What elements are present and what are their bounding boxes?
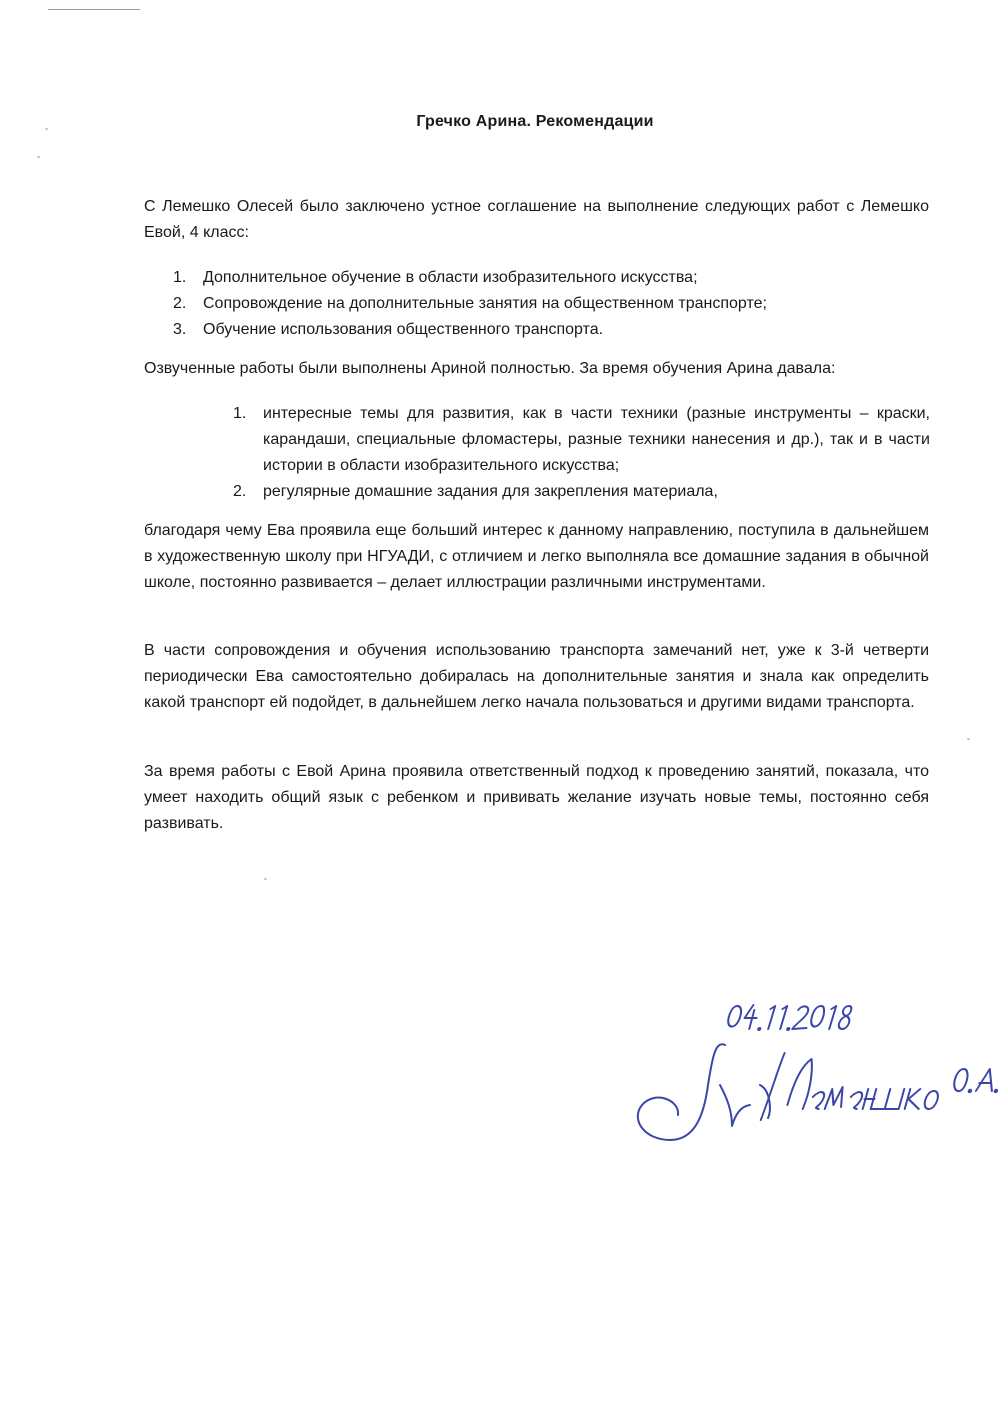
list-item-number: 2. — [233, 483, 247, 500]
list-item — [173, 317, 893, 343]
document-title: Гречко Арина. Рекомендации — [416, 113, 654, 130]
list-item-text: Сопровождение на дополнительные занятия на общественном транспорте; — [203, 295, 767, 312]
list-item-number: 2. — [173, 295, 187, 312]
scan-speck — [264, 878, 267, 880]
list-item-text: регулярные домашние задания для закрепления материала, — [263, 483, 718, 500]
results-intro-paragraph: Озвученные работы были выполнены Ариной полностью. За время обучения Арина давала: — [144, 360, 836, 377]
scan-edge-mark — [48, 9, 140, 10]
handwritten-date — [726, 1005, 853, 1030]
list-item — [233, 479, 930, 505]
list-item — [173, 291, 893, 317]
list-item-number: 1. — [173, 269, 187, 286]
outcome-paragraph: благодаря чему Ева проявила еще больший интерес к данному направлению, поступила в дальнейшем в художественную школу при НГУАДИ, с отличием и легко выполняла все домашние задания в обычной школе, постоянно развивается – делает иллюстрации различными инструментами. — [144, 522, 929, 591]
list-item-text: интересные темы для развития, как в части техники (разные инструменты – краски, карандаши, специальные фломастеры, разные техники нанесения и др.), так и в части истории в области изобразительного искусства; — [263, 405, 930, 474]
list-item — [233, 401, 930, 479]
list-item-number: 3. — [173, 321, 187, 338]
signature-block — [620, 990, 999, 1190]
list-item-number: 1. — [233, 405, 247, 422]
handwritten-signature — [620, 990, 999, 1190]
conclusion-paragraph: За время работы с Евой Арина проявила ответственный подход к проведению занятий, показала, что умеет находить общий язык с ребенком и прививать желание изучать новые темы, постоянно себя развивать. — [144, 763, 929, 832]
transport-paragraph: В части сопровождения и обучения использованию транспорта замечаний нет, уже к 3-й четверти периодически Ева самостоятельно добиралась на дополнительные занятия и знала как определить какой транспорт ей подойдет, в дальнейшем легко начала пользоваться и другими видами транспорта. — [144, 642, 929, 711]
results-list — [233, 401, 930, 505]
tasks-list — [173, 265, 893, 343]
list-item-text: Обучение использования общественного транспорта. — [203, 321, 604, 338]
scan-speck — [967, 738, 970, 740]
list-item-text: Дополнительное обучение в области изобразительного искусства; — [203, 269, 698, 286]
intro-paragraph: С Лемешко Олесей было заключено устное соглашение на выполнение следующих работ с Лемешко Евой, 4 класс: — [144, 198, 929, 241]
handwritten-name — [761, 1053, 999, 1120]
scan-speck — [37, 156, 40, 158]
list-item — [173, 265, 893, 291]
signature-flourish — [638, 1044, 725, 1140]
